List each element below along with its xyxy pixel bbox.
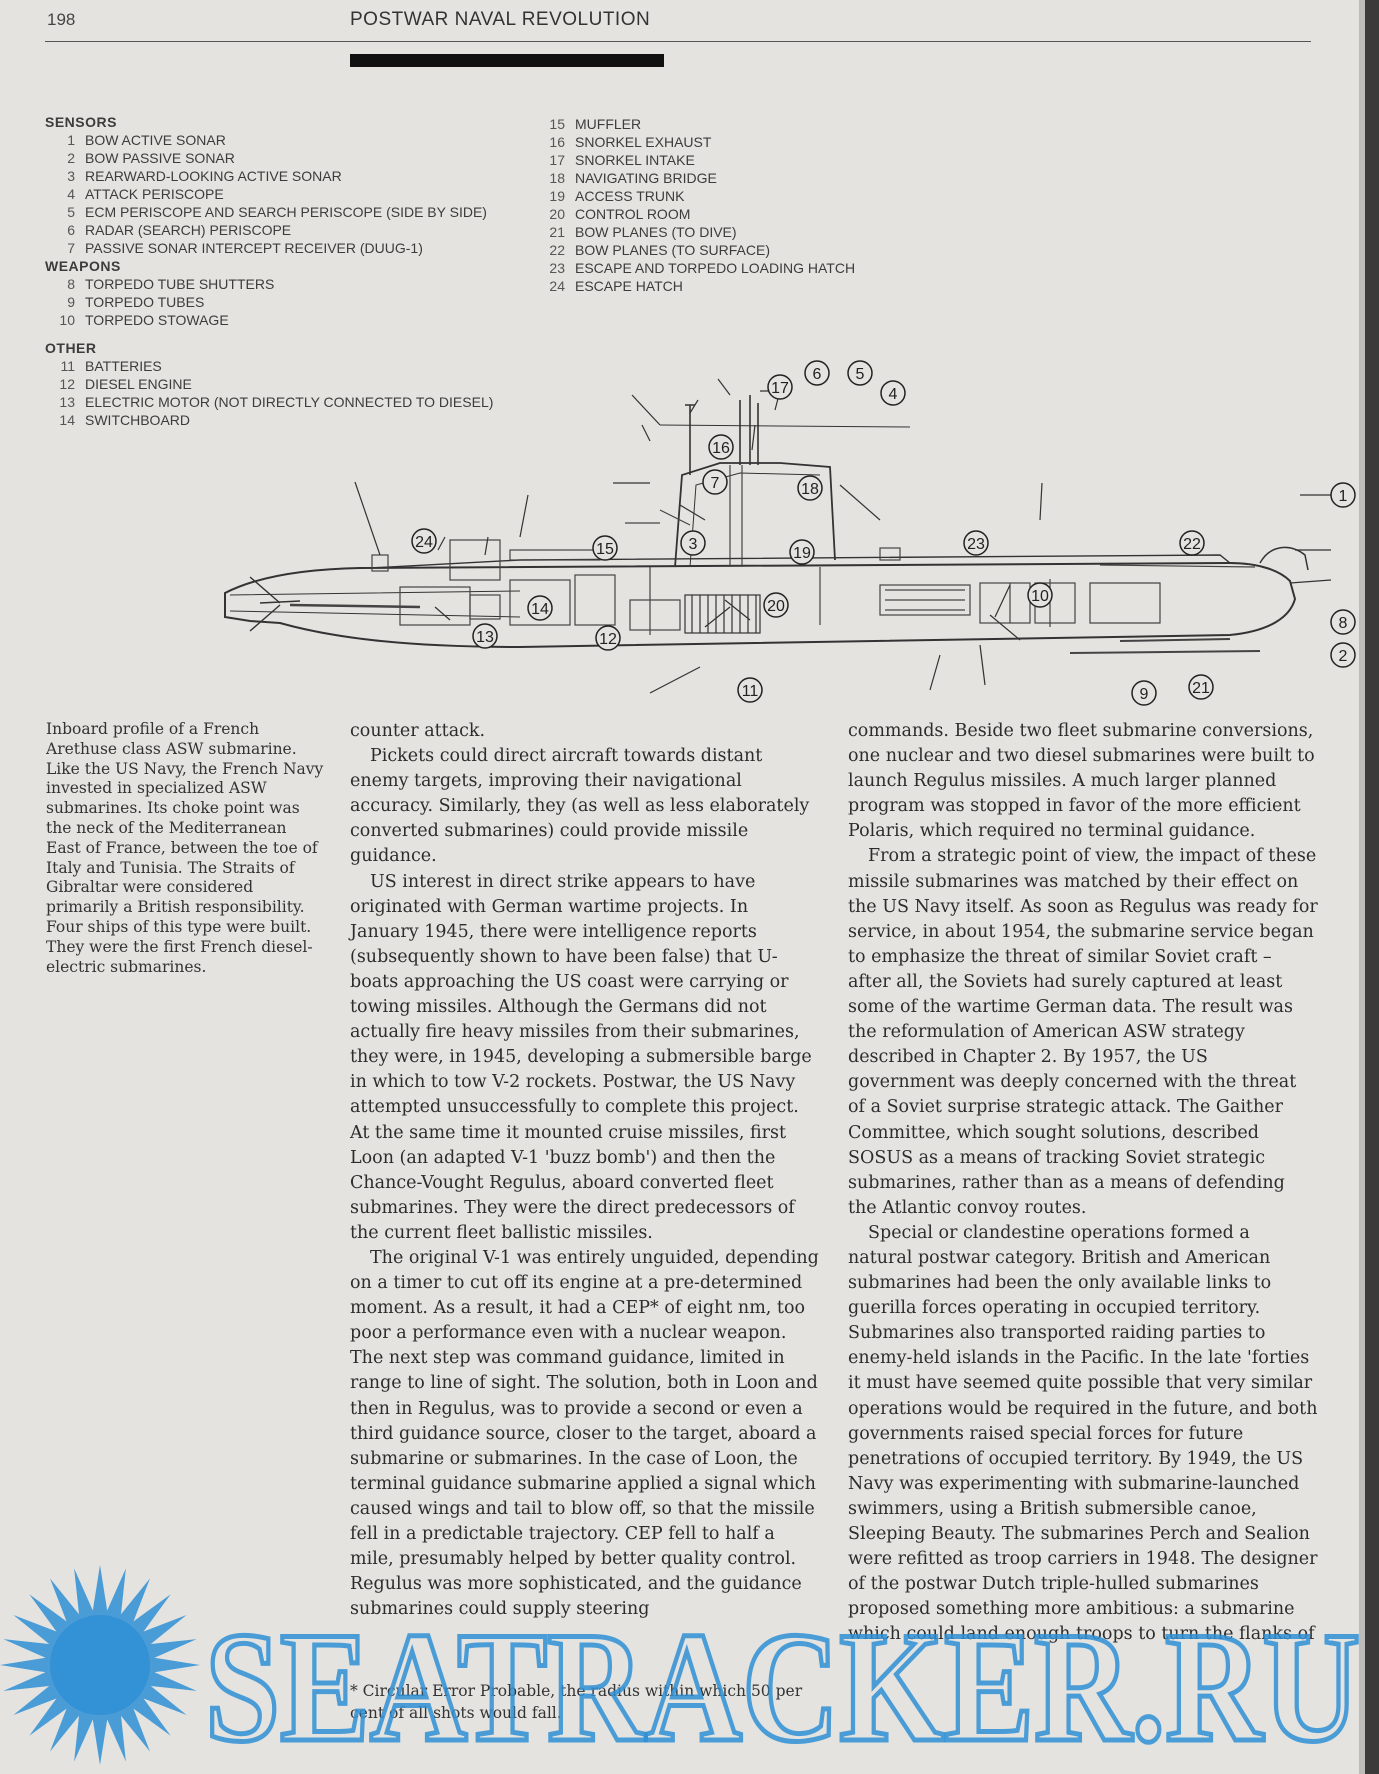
callout-6 bbox=[805, 361, 829, 385]
svg-text:11: 11 bbox=[741, 683, 759, 700]
svg-text:8: 8 bbox=[1338, 615, 1348, 632]
key-item-label: CONTROL ROOM bbox=[575, 206, 691, 222]
header-rule bbox=[45, 41, 1311, 42]
key-item bbox=[535, 115, 935, 133]
key-item bbox=[45, 293, 505, 311]
svg-text:14: 14 bbox=[531, 601, 549, 618]
svg-text:21: 21 bbox=[1192, 680, 1210, 697]
col2-paragraph: The original V-1 was entirely unguided, depending on a timer to cut off its engine at a pre-determined moment. As a result, it had a CEP* of eight nm, too poor a performance even with a nuclear weapon. The next step was command guidance, limited in range to line of sight. The solution, both in Loon and then in Regulus, was to provide a second or even a third guidance source, closer to the target, aboard a submarine or submarines. In the case of Loon, the terminal guidance submarine applied a signal which caused wings and tail to blow off, so that the missile fell in a predictable trajectory. CEP fell to half a mile, presumably helped by better quality control. Regulus was more sophisticated, and the guidance submarines could supply steering bbox=[350, 1247, 819, 1620]
key-item bbox=[45, 203, 505, 221]
svg-text:13: 13 bbox=[476, 629, 494, 646]
callout-17 bbox=[768, 375, 792, 399]
running-head: POSTWAR NAVAL REVOLUTION bbox=[350, 9, 651, 30]
callout-3 bbox=[681, 531, 705, 555]
key-item bbox=[535, 277, 935, 295]
key-item-label: BOW PLANES (TO DIVE) bbox=[575, 224, 737, 240]
key-item-number: 20 bbox=[549, 206, 565, 222]
callout-2 bbox=[1331, 643, 1355, 667]
key-item-number: 11 bbox=[60, 358, 75, 374]
key-item-number: 19 bbox=[549, 188, 565, 204]
key-item bbox=[45, 311, 505, 329]
svg-text:20: 20 bbox=[767, 598, 785, 615]
key-item-number: 2 bbox=[67, 150, 75, 166]
svg-text:3: 3 bbox=[688, 536, 698, 553]
col2-paragraph: counter attack. bbox=[350, 721, 486, 741]
key-item-number: 16 bbox=[549, 134, 565, 150]
sensors-list bbox=[45, 131, 505, 257]
key-item-number: 7 bbox=[67, 240, 75, 256]
callout-9 bbox=[1132, 681, 1156, 705]
key-item-label: SNORKEL INTAKE bbox=[575, 152, 695, 168]
callout-8 bbox=[1331, 610, 1355, 634]
col3-paragraph: Special or clandestine operations formed a natural postwar category. British and American submarines had been the only available links to guerilla forces operating in occupied territory. Submarines also transported raiding parties to enemy-held islands in the Pacific. In the late 'forties it must have seemed quite possible that very similar operations would be required in the future, and both governments raised special forces for future penetrations of occupied territory. By 1949, the US Navy was experimenting with submarine-launched swimmers, using a British submersible canoe, Sleeping Beauty. The submarines Perch and Sealion were refitted as troop carriers in 1948. The designer of the postwar Dutch triple-hulled submarines proposed something more ambitious: a submarine which could land enough troops to turn the flanks of bbox=[848, 1222, 1318, 1645]
key-item bbox=[45, 149, 505, 167]
callout-10 bbox=[1028, 583, 1052, 607]
key-item bbox=[535, 151, 935, 169]
key-item-number: 14 bbox=[59, 412, 75, 428]
section-bar bbox=[350, 54, 664, 67]
key-item-label: BOW ACTIVE SONAR bbox=[85, 132, 226, 148]
col2-paragraph: US interest in direct strike appears to have originated with German wartime projects. In January 1945, there were intelligence reports (subsequently shown to have been false) that U-boats approaching the US coast were carrying or towing missiles. Although the Germans did not actually fire heavy missiles from their submarines, they were, in 1945, developing a submersible barge in which to tow V-2 rockets. Postwar, the US Navy attempted unsuccessfully to complete this project. At the same time it mounted cruise missiles, first Loon (an adapted V-1 'buzz bomb') and then the Chance-Vought Regulus, aboard converted fleet submarines. They were the direct predecessors of the current fleet ballistic missiles. bbox=[350, 871, 812, 1243]
page-edge bbox=[1365, 0, 1379, 1774]
svg-text:12: 12 bbox=[599, 631, 617, 648]
svg-text:19: 19 bbox=[793, 545, 811, 562]
key-item-number: 21 bbox=[549, 224, 565, 240]
sun-logo-icon bbox=[0, 1565, 200, 1765]
key-item-label: PASSIVE SONAR INTERCEPT RECEIVER (DUUG-1) bbox=[85, 240, 423, 256]
key-item-number: 8 bbox=[67, 276, 75, 292]
key-item-label: BOW PASSIVE SONAR bbox=[85, 150, 235, 166]
key-item-number: 17 bbox=[549, 152, 565, 168]
col3-paragraph: From a strategic point of view, the impact of these missile submarines was matched by their effect on the US Navy itself. As soon as Regulus was ready for service, in about 1954, the submarine service began to emphasize the threat of similar Soviet craft – after all, the Soviets had surely captured at least some of the wartime German data. The result was the reformulation of American ASW strategy described in Chapter 2. By 1957, the US government was deeply concerned with the threat of a Soviet surprise strategic attack. The Gaither Committee, which sought solutions, described SOSUS as a means of tracking Soviet strategic submarines, rather than as a means of defending the Atlantic convoy routes. bbox=[848, 846, 1318, 1218]
svg-text:4: 4 bbox=[888, 386, 898, 403]
key-item bbox=[45, 221, 505, 239]
svg-text:2: 2 bbox=[1338, 648, 1348, 665]
key-item-number: 5 bbox=[67, 204, 75, 220]
callout-19 bbox=[790, 540, 814, 564]
watermark-text: SEATRACKER.RU bbox=[205, 1600, 1360, 1774]
callout-1 bbox=[1331, 483, 1355, 507]
key-item bbox=[45, 239, 505, 257]
key-item-label: TORPEDO TUBES bbox=[85, 294, 205, 310]
callout-18 bbox=[798, 476, 822, 500]
callout-12 bbox=[596, 626, 620, 650]
col2-paragraph: Pickets could direct aircraft towards distant enemy targets, improving their navigational accuracy. Similarly, they (as well as less elaborately converted submarines) could provide missile guidance. bbox=[350, 746, 810, 867]
sensors-heading: SENSORS bbox=[45, 114, 117, 130]
key-item bbox=[535, 205, 935, 223]
key-item-label: BATTERIES bbox=[85, 358, 162, 374]
figure-caption: Inboard profile of a French Arethuse class ASW submarine. Like the US Navy, the French Navy invested in specialized ASW submarines. Its choke point was the neck of the Mediterranean East of France, between the toe of Italy and Tunisia. The Straits of Gibraltar were considered primarily a British responsibility. Four ships of this type were built. They were the first French diesel-electric submarines. bbox=[46, 720, 324, 976]
body-column-2 bbox=[350, 719, 820, 1622]
callout-16 bbox=[709, 435, 733, 459]
key-right-list bbox=[535, 115, 935, 295]
footnote: * Circular Error Probable, the radius within which 50 per cent of all shots would fall. bbox=[350, 1682, 803, 1722]
key-item bbox=[535, 169, 935, 187]
key-item-label: DIESEL ENGINE bbox=[85, 376, 192, 392]
key-item bbox=[45, 167, 505, 185]
key-item-label: SWITCHBOARD bbox=[85, 412, 190, 428]
svg-text:18: 18 bbox=[801, 481, 819, 498]
callout-21 bbox=[1189, 675, 1213, 699]
key-item-label: ESCAPE HATCH bbox=[575, 278, 683, 294]
key-item-number: 24 bbox=[549, 278, 565, 294]
key-item-label: ESCAPE AND TORPEDO LOADING HATCH bbox=[575, 260, 856, 276]
svg-text:6: 6 bbox=[812, 366, 822, 383]
callout-5 bbox=[848, 361, 872, 385]
callout-14 bbox=[528, 596, 552, 620]
svg-text:23: 23 bbox=[967, 536, 985, 553]
svg-text:1: 1 bbox=[1338, 488, 1348, 505]
key-item bbox=[45, 131, 505, 149]
key-item-label: TORPEDO STOWAGE bbox=[85, 312, 229, 328]
key-right bbox=[535, 115, 935, 295]
key-item-label: TORPEDO TUBE SHUTTERS bbox=[85, 276, 275, 292]
svg-text:16: 16 bbox=[712, 440, 730, 457]
key-item-number: 18 bbox=[549, 170, 565, 186]
callout-24 bbox=[412, 529, 436, 553]
weapons-heading: WEAPONS bbox=[45, 258, 121, 274]
key-item-number: 3 bbox=[67, 168, 75, 184]
svg-text:5: 5 bbox=[855, 366, 865, 383]
key-item-number: 1 bbox=[67, 132, 75, 148]
col3-paragraph: commands. Beside two fleet submarine conversions, one nuclear and two diesel submarines were built to launch Regulus missiles. A much larger planned program was stopped in favor of the more efficient Polaris, which required no terminal guidance. bbox=[848, 721, 1315, 842]
key-item-label: NAVIGATING BRIDGE bbox=[575, 170, 717, 186]
page-number: 198 bbox=[47, 10, 76, 29]
weapons-list bbox=[45, 275, 505, 329]
key-item bbox=[45, 275, 505, 293]
svg-text:15: 15 bbox=[596, 541, 614, 558]
body-column-3 bbox=[848, 719, 1318, 1647]
key-item-number: 4 bbox=[67, 186, 75, 202]
svg-text:7: 7 bbox=[710, 475, 720, 492]
key-item-label: ELECTRIC MOTOR (NOT DIRECTLY CONNECTED TO DIESEL) bbox=[85, 394, 494, 410]
key-item bbox=[535, 133, 935, 151]
key-item bbox=[535, 187, 935, 205]
watermark bbox=[0, 1560, 1379, 1774]
key-item-label: ATTACK PERISCOPE bbox=[85, 186, 224, 202]
key-item-number: 23 bbox=[549, 260, 565, 276]
key-item-label: SNORKEL EXHAUST bbox=[575, 134, 712, 150]
key-item bbox=[45, 185, 505, 203]
key-item bbox=[535, 223, 935, 241]
interior bbox=[290, 465, 1260, 653]
callout-11 bbox=[738, 678, 762, 702]
key-item-number: 9 bbox=[67, 294, 75, 310]
svg-text:17: 17 bbox=[771, 380, 789, 397]
key-item-number: 15 bbox=[549, 116, 565, 132]
key-item-number: 12 bbox=[59, 376, 75, 392]
key-item-label: RADAR (SEARCH) PERISCOPE bbox=[85, 222, 292, 238]
svg-text:9: 9 bbox=[1139, 686, 1149, 703]
callout-4 bbox=[881, 381, 905, 405]
key-item-label: REARWARD-LOOKING ACTIVE SONAR bbox=[85, 168, 342, 184]
svg-text:22: 22 bbox=[1183, 536, 1201, 553]
key-item-number: 13 bbox=[59, 394, 75, 410]
svg-text:10: 10 bbox=[1031, 588, 1049, 605]
key-item-number: 22 bbox=[549, 242, 565, 258]
key-item-label: MUFFLER bbox=[575, 116, 642, 132]
callout-23 bbox=[964, 531, 988, 555]
callout-13 bbox=[473, 624, 497, 648]
key-item-number: 10 bbox=[59, 312, 75, 328]
key-item-label: ECM PERISCOPE AND SEARCH PERISCOPE (SIDE BY SIDE) bbox=[85, 204, 487, 220]
key-item bbox=[535, 259, 935, 277]
other-heading: OTHER bbox=[45, 340, 97, 356]
key-item-label: BOW PLANES (TO SURFACE) bbox=[575, 242, 770, 258]
callouts bbox=[412, 361, 1355, 705]
callout-20 bbox=[764, 593, 788, 617]
key-item-number: 6 bbox=[67, 222, 75, 238]
callout-15 bbox=[593, 536, 617, 560]
callout-7 bbox=[703, 470, 727, 494]
key-item bbox=[535, 241, 935, 259]
svg-text:24: 24 bbox=[415, 534, 433, 551]
submarine-profile-diagram bbox=[220, 355, 1348, 710]
callout-22 bbox=[1180, 531, 1204, 555]
key-item-label: ACCESS TRUNK bbox=[575, 188, 685, 204]
